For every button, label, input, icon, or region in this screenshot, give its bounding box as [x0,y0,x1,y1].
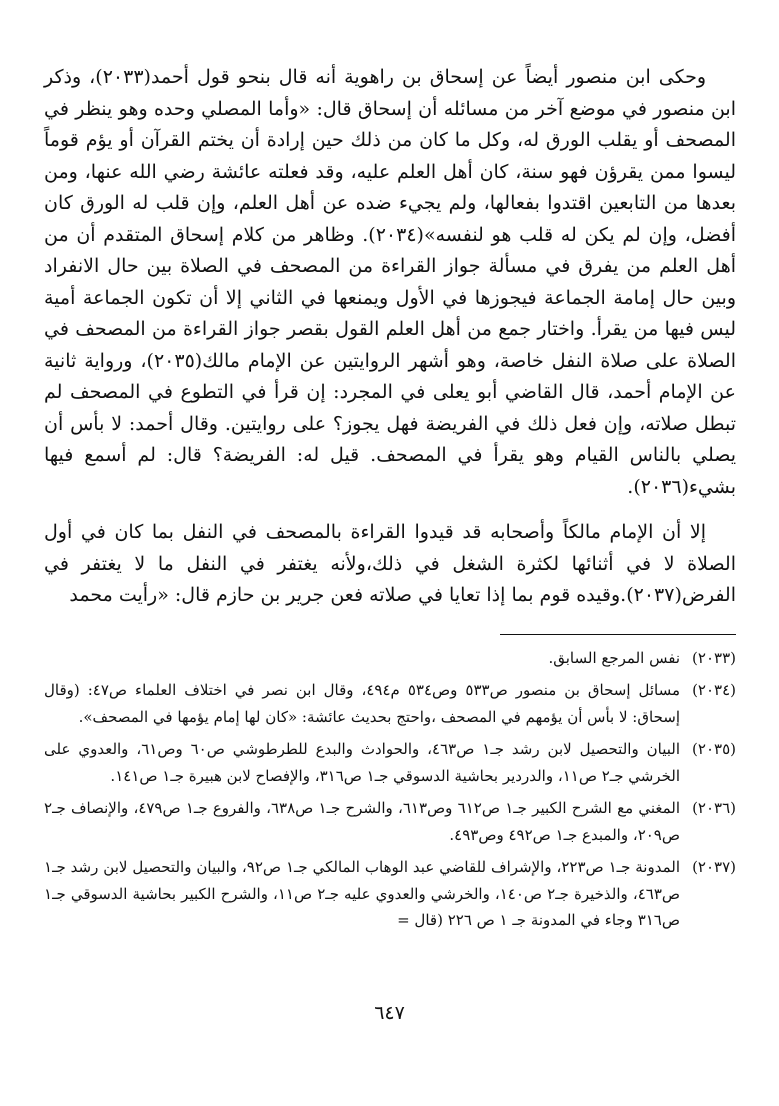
footnote-number: (٢٠٣٤) [692,681,737,699]
footnote-text: مسائل إسحاق بن منصور ص٥٣٣ وص٥٣٤ م٤٩٤، وقال ابن نصر في اختلاف العلماء ص٤٧: (وقال إسحاق: لا بأس أن يؤمهم في المصحف ،واحتج بحديث عائشة: «كان لها إمام يؤمها في المصحف». [44,681,681,726]
main-text [44,62,736,612]
footnote-number: (٢٠٣٥) [692,740,736,758]
document-page [44,62,736,1082]
footnote-text: نفس المرجع السابق. [548,648,680,667]
footnote-2033 [44,645,736,672]
footnote-number: (٢٠٣٣) [692,648,736,667]
footnote-2037 [44,854,736,934]
paragraph-2: إلا أن الإمام مالكاً وأصحابه قد قيدوا القراءة بالمصحف في النفل بما كان في أول الصلاة لا في أثنائها لكثرة الشغل في ذلك،ولأنه يغتفر في النفل ما لا يغتفر في الفرض(٢٠٣٧).وقيده قوم بما إذا تعايا في صلاته فعن جرير بن حازم قال: «رأيت محمد [44,521,736,606]
footnote-2035 [44,736,736,789]
page-number: ٦٤٧ [374,1002,405,1024]
footnote-2036 [44,795,736,848]
footnote-number: (٢٠٣٧) [692,858,737,876]
footnote-text: المغني مع الشرح الكبير جـ١ ص٦١٢ وص٦١٣، والشرح جـ١ ص٦٣٨، والفروع جـ١ ص٤٧٩، والإنصاف جـ٢ ص٢٠٩، والمبدع جـ١ ص٤٩٢ وص٤٩٣. [44,799,681,844]
footnote-2034 [44,677,736,730]
footnote-number: (٢٠٣٦) [692,799,737,817]
footnote-text: البيان والتحصيل لابن رشد جـ١ ص٤٦٣، والحوادث والبدع للطرطوشي ص٦٠ وص٦١، والعدوي على الخرشي جـ٢ ص١١، والدردير بحاشية الدسوقي جـ١ ص٣١٦، والإفصاح لابن هبيرة جـ١ ص١٤١. [44,740,680,785]
footnote-separator [500,634,736,635]
footnote-text: المدونة جـ١ ص٢٢٣، والإشراف للقاضي عبد الوهاب المالكي جـ١ ص٩٢، والبيان والتحصيل لابن رشد جـ١ ص٤٦٣، والذخيرة جـ٢ ص١٤٠، والخرشي والعدوي عليه جـ٢ ص١١، والشرح الكبير بحاشية الدسوقي جـ١ ص٣١٦ وجاء في المدونة جـ ١ ص ٢٢٦ (قال = [44,858,681,929]
paragraph-1: وحكى ابن منصور أيضاً عن إسحاق بن راهوية أنه قال بنحو قول أحمد(٢٠٣٣)، وذكر ابن منصور في موضع آخر من مسائله أن إسحاق قال: «وأما المصلي وحده وهو ينظر في المصحف أو يقلب الورق له، وكل ما كان من ذلك حين إرادة أن يختم القرآن أو يؤم قوماً ليسوا ممن يقرؤن فهو سنة، كان أهل العلم عليه، وقد فعلته عائشة رضي الله عنها، ومن بعدها من التابعين اقتدوا بفعالها، ولم يجيء ضده عن أهل العلم، وإن قلب له الورق كان أفضل، وإن لم يكن له قلب هو لنفسه»(٢٠٣٤). وظاهر من كلام إسحاق المتقدم أن من أهل العلم من يفرق في مسألة جواز القراءة من المصحف في الصلاة بين حال الانفراد وبين حال إمامة الجماعة فيجوزها في الأول ويمنعها في الثاني إلا أن تكون الجماعة أمية ليس فيها من يقرأ. واختار جمع من أهل العلم القول بقصر جواز القراءة من المصحف في الصلاة على صلاة النفل خاصة، وهو أشهر الروايتين عن الإمام مالك(٢٠٣٥)، ورواية ثانية عن الإمام أحمد، قال القاضي أبو يعلى في المجرد: إن قرأ في التطوع في المصحف لم تبطل صلاته، وإن فعل ذلك في الفريضة فهل يجوز؟ على روايتين. وقال أحمد: لا بأس أن يصلي بالناس القيام وهو يقرأ في المصحف. قيل له: الفريضة؟ قال: لم أسمع فيها بشيء(٢٠٣٦). [44,66,736,498]
footnotes [44,645,736,934]
